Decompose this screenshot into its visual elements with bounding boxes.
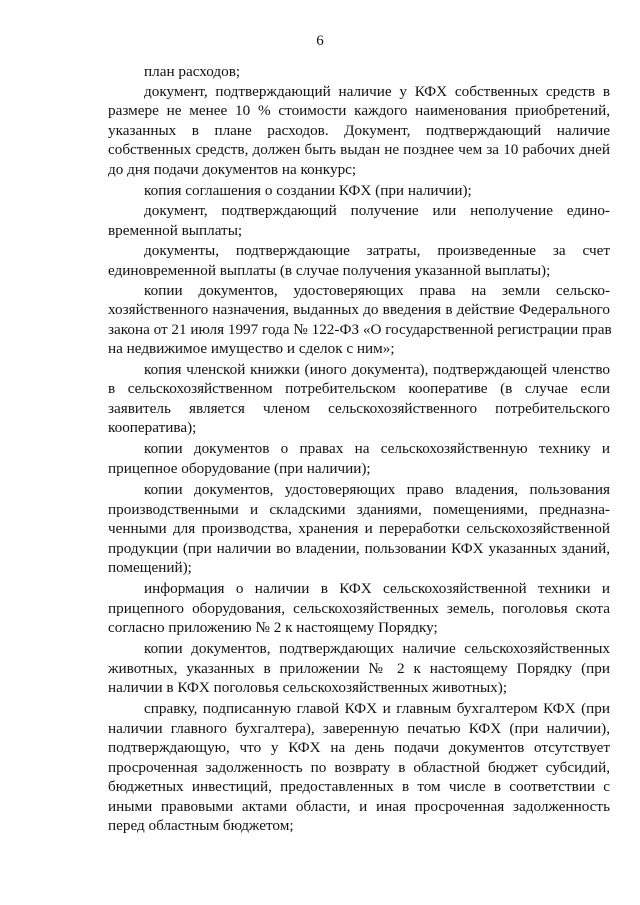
text-line: хозяйственного назначения, выданных до введения в действие Федерального — [108, 301, 610, 318]
paragraph — [108, 241, 610, 280]
text-line: производственными и складскими зданиями, помещениями, предназна- — [108, 500, 610, 518]
text-line: помещений); — [108, 559, 192, 576]
text-line: справку, подписанную главой КФХ и главным бухгалтером КФХ (при — [144, 700, 610, 717]
text-line: план расходов; — [144, 63, 241, 80]
paragraph — [108, 480, 610, 578]
text-line: документ, подтверждающий получение или неполучение едино- — [144, 202, 610, 219]
text-line: наличии в КФХ поголовья сельскохозяйственных животных); — [108, 679, 508, 696]
text-line: копии документов, подтверждающих наличие сельскохозяйственных — [144, 640, 610, 657]
paragraph — [108, 181, 610, 201]
text-line: копия соглашения о создании КФХ (при наличии); — [144, 182, 472, 199]
text-line: согласно приложению № 2 к настоящему Порядку; — [108, 619, 438, 636]
text-line: на недвижимое имущество и сделок с ним»; — [108, 340, 395, 357]
paragraph — [108, 579, 610, 638]
text-line: копии документов о правах на сельскохозяйственную технику и — [144, 440, 610, 457]
text-line: указанных в плане расходов. Документ, подтверждающий наличие — [108, 121, 610, 139]
text-line: ченными для производства, хранения и переработки сельскохозяйственной — [108, 520, 610, 537]
text-line: закона от 21 июля 1997 года № 122-ФЗ «О государственной регистрации прав — [108, 320, 612, 338]
text-line: единовременной выплаты (в случае получения указанной выплаты); — [108, 261, 551, 279]
text-line: кооператива); — [108, 419, 197, 436]
text-line: документ, подтверждающий наличие у КФХ собственных средств в — [144, 82, 610, 100]
text-line: подтверждающую, что у КФХ на день подачи документов отсутствует — [108, 739, 610, 756]
text-line: собственных средств, должен быть выдан не позднее чем за 10 рабочих дней — [108, 141, 610, 158]
text-line: размере не менее 10 % стоимости каждого наименования приобретений, — [108, 102, 610, 119]
paragraph — [108, 639, 610, 698]
text-line: в сельскохозяйственном потребительском кооперативе (в случае если — [108, 380, 610, 397]
paragraph — [108, 699, 610, 836]
text-line: до дня подачи документов на конкурс; — [108, 160, 357, 178]
text-line: копии документов, удостоверяющих права на земли сельско- — [144, 281, 610, 299]
text-line: заявитель является членом сельскохозяйственного потребительского — [108, 399, 610, 417]
text-line: животных, указанных в приложении № 2 к настоящему Порядку (при — [108, 659, 610, 677]
text-line: бюджетных инвестиций, предоставленных в том числе в соответствии с — [108, 778, 610, 795]
paragraph — [108, 281, 610, 359]
text-line: информация о наличии в КФХ сельскохозяйственной техники и — [144, 580, 610, 597]
text-line: документы, подтверждающие затраты, произведенные за счет — [144, 242, 610, 259]
text-line: просроченная задолженность по возврату в областной бюджет субсидий, — [108, 758, 610, 776]
text-line: копия членской книжки (иного документа), подтверждающей членство — [144, 360, 610, 378]
paragraph — [108, 201, 610, 240]
page-number: 6 — [316, 33, 324, 49]
text-line: прицепного оборудования, сельскохозяйственных земель, поголовья скота — [108, 599, 610, 617]
text-line: продукции (при наличии во владении, пользовании КФХ указанных зданий, — [108, 539, 610, 557]
paragraph — [108, 360, 610, 438]
text-line: временной выплаты; — [108, 221, 243, 239]
text-line: перед областным бюджетом; — [108, 817, 294, 834]
paragraph — [108, 62, 610, 82]
text-line: наличии главного бухгалтера), заверенную печатью КФХ (при наличии), — [108, 719, 610, 737]
paragraph — [108, 439, 610, 478]
text-line: копии документов, удостоверяющих право владения, пользования — [144, 481, 610, 498]
text-line: иными правовыми актами области, и иная просроченная задолженность — [108, 797, 610, 815]
text-line: прицепное оборудование (при наличии); — [108, 459, 371, 477]
paragraph — [108, 82, 610, 180]
